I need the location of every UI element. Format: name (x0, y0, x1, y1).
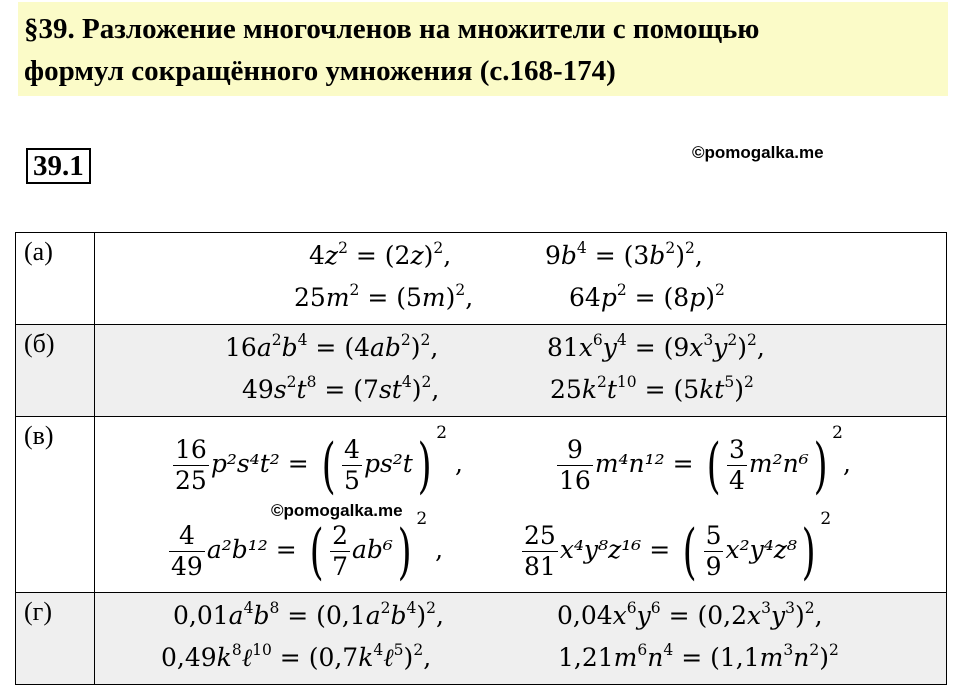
formula-line: $0,01a^4b^8 = (0,1a^2b^4)^2$, (173, 599, 444, 630)
formula-line: $\frac{4}{49}$ a²b¹² = ( $\frac{2}{7}$ ab⁶) $^2$ , (171, 509, 444, 587)
fraction: $\frac{5}{9}$ (705, 521, 722, 581)
row-content (95, 593, 947, 685)
row-content (95, 233, 947, 325)
fraction: $\frac{4}{5}$ (344, 435, 360, 495)
formula-line: $\frac{16}{25}$ p²s⁴t² = ( $\frac{4}{5}$ ps²t) $^2$ , (175, 423, 463, 501)
row-label: (г) (16, 593, 95, 685)
formula-line: $\frac{25}{81}$ x⁴y⁸z¹⁶ = ( $\frac{5}{9}$ x²y⁴z⁸) $^2$ (524, 509, 832, 587)
formula-line: $81x^6y^4 = (9x^3y^2)^2$, (547, 331, 765, 362)
answer-row-d (16, 593, 947, 685)
formula-line: $16a^2b^4 = (4ab^2)^2$, (225, 331, 439, 362)
fraction: $\frac{9}{16}$ (559, 435, 591, 495)
answer-row-c (16, 417, 947, 593)
formula-line: $\frac{9}{16}$ m⁴n¹² = ( $\frac{3}{4}$ m²n⁶) $^2$, (559, 423, 851, 501)
task-number: 39.1 (26, 148, 91, 184)
answer-table (15, 232, 947, 685)
formula-line: $25k^2t^{10} = (5kt^5)^2$ (550, 373, 754, 404)
answer-row-b (16, 325, 947, 417)
formula-line: $0,49k^8\ell^{10}$ = $(0,7k^4\ell^5)^2$, (161, 641, 432, 672)
fraction: $\frac{2}{7}$ (332, 521, 348, 581)
formula-line: $4z^2 = (2z)^2$, (309, 239, 452, 270)
formula-line: $64p^2 = (8p)^2$ (569, 281, 725, 312)
formula-line: $25m^2 = (5m)^2$, (294, 281, 474, 312)
row-content (95, 325, 947, 417)
formula-line: $49s^2t^8 = (7st^4)^2$, (242, 373, 440, 404)
formula-line: $0,04x^6y^6 = (0,2x^3y^3)^2$, (557, 599, 823, 630)
row-content (95, 417, 947, 593)
fraction: $\frac{4}{49}$ (171, 521, 203, 581)
section-title (24, 8, 924, 92)
row-label: (в) (16, 417, 95, 593)
formula-line: $1,21m^6n^4 = (1,1m^3n^2)^2$ (558, 641, 839, 672)
fraction: $\frac{16}{25}$ (175, 435, 207, 495)
row-label: (б) (16, 325, 95, 417)
watermark-top: ©pomogalka.me (692, 143, 824, 162)
row-label: (а) (16, 233, 95, 325)
section-title-line-1: §39. Разложение многочленов на множители с помощью (24, 13, 760, 45)
fraction: $\frac{25}{81}$ (524, 521, 556, 581)
fraction: $\frac{3}{4}$ (728, 435, 745, 495)
formula-line: $9b^4 = (3b^2)^2$, (545, 239, 703, 270)
section-title-line-2: формул сокращённого умножения (с.168-174) (24, 55, 616, 87)
watermark-table: ©pomogalka.me (271, 501, 403, 520)
answer-row-a (16, 233, 947, 325)
